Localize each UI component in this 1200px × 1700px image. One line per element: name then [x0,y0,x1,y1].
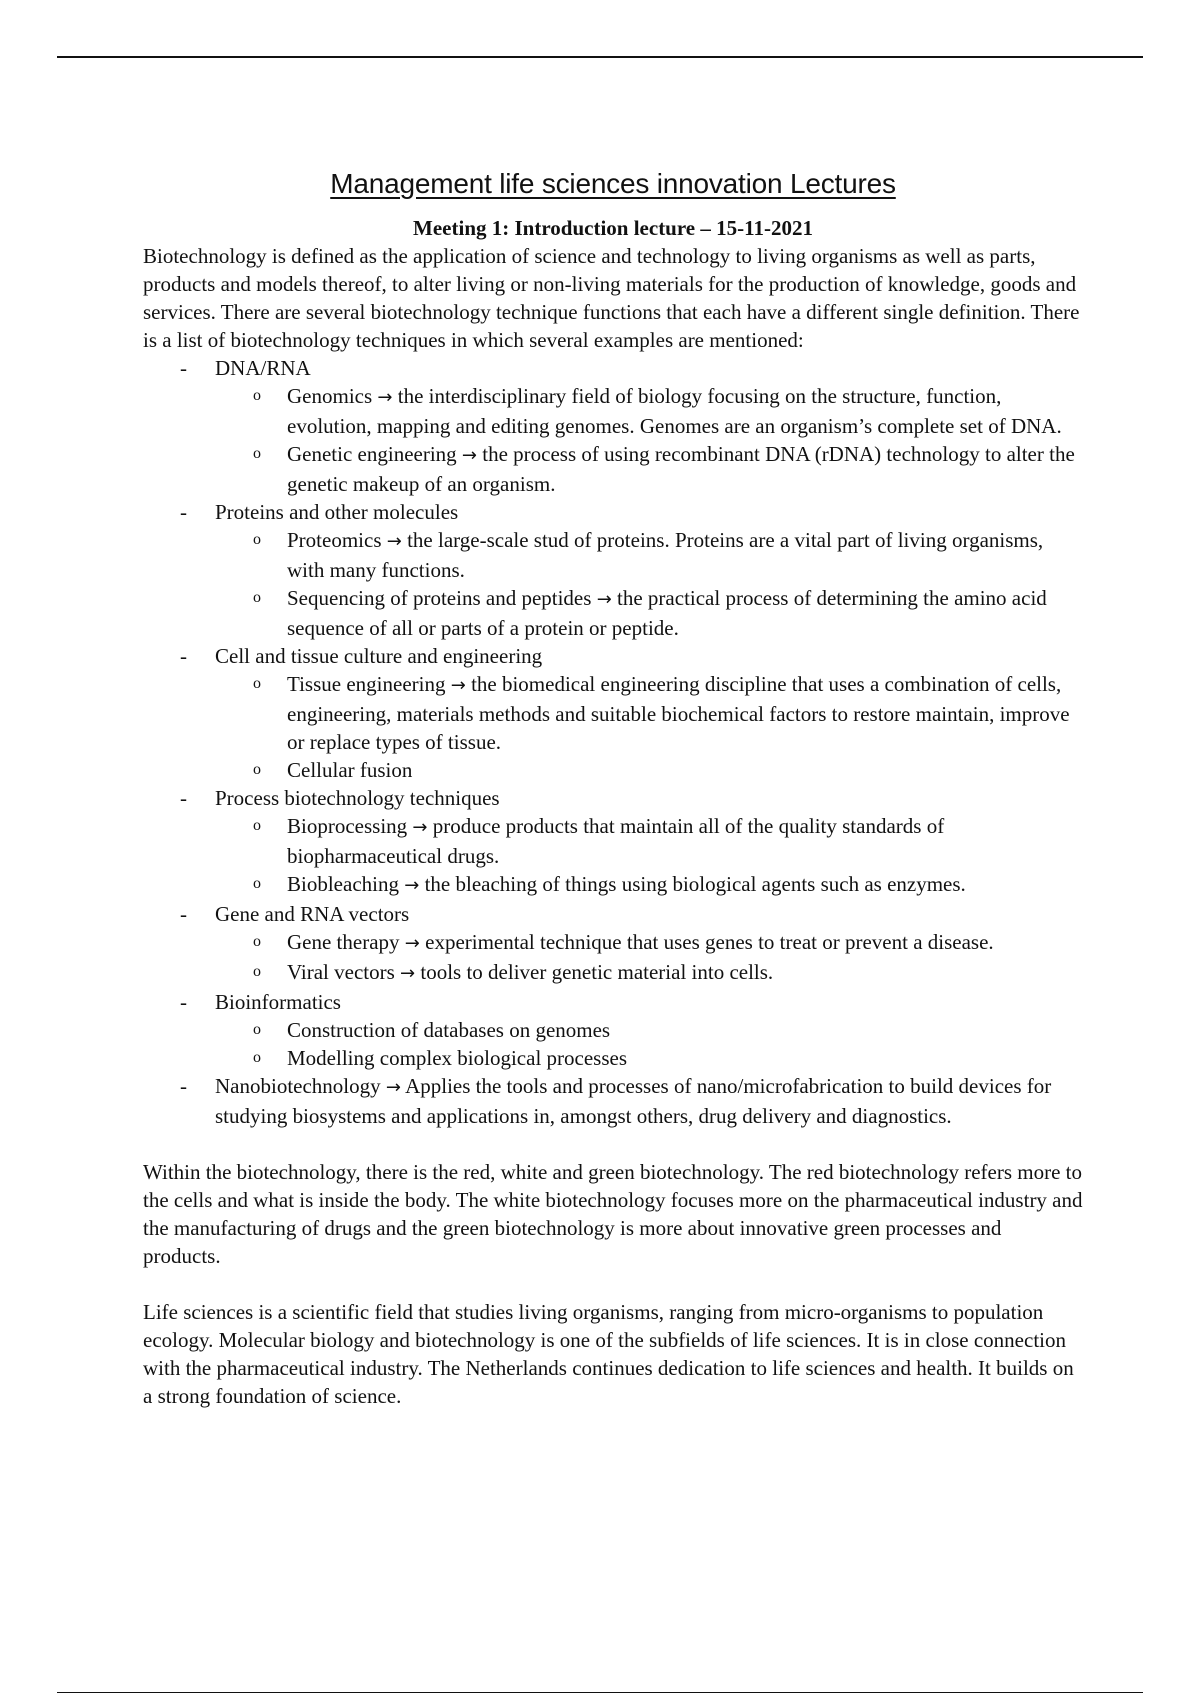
list-label: Cell and tissue culture and engineering [215,644,543,668]
term: Proteomics [287,528,382,552]
circle-marker: o [253,933,261,950]
sub-list-item [215,1044,1083,1072]
sub-list-item [215,756,1083,784]
intro-paragraph: Biotechnology is defined as the application of science and technology to living organisms as well as parts, products and models thereof, to alter living or non-living materials for the production of knowledge, goods and services. There are several biotechnology technique functions that each have a different single definition. There is a list of biotechnology techniques in which several examples are mentioned: [143,244,1080,352]
arrow-icon: → [404,933,420,954]
term: Gene therapy [287,930,400,954]
sub-list-item [215,928,1083,958]
dash-marker: - [180,500,187,524]
term: Construction of databases on genomes [287,1018,611,1042]
bottom-rule [57,1692,1143,1693]
sub-list [215,1016,1083,1072]
circle-marker: o [253,445,261,462]
technique-list [143,354,1083,1130]
definition: tools to deliver genetic material into cells. [420,960,774,984]
circle-marker: o [253,1021,261,1038]
circle-marker: o [253,761,261,778]
sub-list-item [215,526,1083,584]
paragraph-life-sciences: Life sciences is a scientific field that studies living organisms, ranging from micro-organisms to population ecology. Molecular biology and biotechnology is one of the subfields of life sciences. It is in close connection with the pharmaceutical industry. The Netherlands continues dedication to life sciences and health. It builds on a strong foundation of science. [143,1300,1074,1408]
list-label: DNA/RNA [215,356,311,380]
list-label: Bioinformatics [215,990,341,1014]
document-body [143,168,1083,1410]
dash-marker: - [180,990,187,1014]
arrow-icon: → [385,1077,401,1098]
list-item [143,642,1083,784]
list-label: Proteins and other molecules [215,500,459,524]
dash-marker: - [180,1074,187,1098]
list-item [143,354,1083,498]
definition: the biomedical engineering discipline that uses a combination of cells, engineering, materials methods and suitable biochemical factors to restore maintain, improve or replace types of tissue. [287,672,1070,754]
arrow-icon: → [377,387,393,408]
definition: experimental technique that uses genes to treat or prevent a disease. [425,930,994,954]
sub-list-item [215,440,1083,498]
paragraph-red-white-green: Within the biotechnology, there is the red, white and green biotechnology. The red biotechnology refers more to the cells and what is inside the body. The white biotechnology focuses more on the pharmaceutical industry and the manufacturing of drugs and the green biotechnology is more about innovative green processes and products. [143,1160,1083,1268]
circle-marker: o [253,675,261,692]
dash-marker: - [180,902,187,926]
list-label: Nanobiotechnology [215,1074,381,1098]
list-label: Gene and RNA vectors [215,902,410,926]
term: Sequencing of proteins and peptides [287,586,592,610]
term: Tissue engineering [287,672,446,696]
definition: the practical process of determining the amino acid sequence of all or parts of a protein or peptide. [287,586,1047,640]
meeting-heading: Meeting 1: Introduction lecture – 15-11-2021 [413,216,813,240]
sub-list [215,382,1083,498]
sub-list [215,526,1083,642]
circle-marker: o [253,875,261,892]
circle-marker: o [253,817,261,834]
term: Biobleaching [287,872,399,896]
definition: the process of using recombinant DNA (rDNA) technology to alter the genetic makeup of an organism. [287,442,1075,496]
arrow-icon: → [386,531,402,552]
list-item [143,498,1083,642]
term: Genetic engineering [287,442,457,466]
definition: produce products that maintain all of the quality standards of biopharmaceutical drugs. [287,814,945,868]
dash-marker: - [180,786,187,810]
sub-list-item [215,870,1083,900]
dash-marker: - [180,356,187,380]
term: Cellular fusion [287,758,413,782]
arrow-icon: → [450,675,466,696]
top-rule [57,56,1143,58]
document-title: Management life sciences innovation Lectures [330,168,896,199]
sub-list-item [215,670,1083,756]
term: Bioprocessing [287,814,408,838]
term: Viral vectors [287,960,395,984]
arrow-icon: → [596,589,612,610]
list-item [143,1072,1083,1130]
arrow-icon: → [404,875,420,896]
sub-list [215,928,1083,988]
term: Modelling complex biological processes [287,1046,628,1070]
list-item [143,784,1083,900]
sub-list-item [215,1016,1083,1044]
sub-list-item [215,382,1083,440]
definition: the bleaching of things using biological agents such as enzymes. [424,872,966,896]
circle-marker: o [253,963,261,980]
term: Genomics [287,384,373,408]
arrow-icon: → [412,817,428,838]
list-item [143,900,1083,988]
definition: Applies the tools and processes of nano/microfabrication to build devices for studying biosystems and applications in, amongst others, drug delivery and diagnostics. [215,1074,1052,1128]
circle-marker: o [253,589,261,606]
sub-list-item [215,812,1083,870]
list-item [143,988,1083,1072]
definition: the large-scale stud of proteins. Proteins are a vital part of living organisms, with many functions. [287,528,1044,582]
list-label: Process biotechnology techniques [215,786,500,810]
sub-list [215,812,1083,900]
dash-marker: - [180,644,187,668]
circle-marker: o [253,531,261,548]
sub-list [215,670,1083,784]
sub-list-item [215,958,1083,988]
arrow-icon: → [400,963,416,984]
definition: the interdisciplinary field of biology focusing on the structure, function, evolution, mapping and editing genomes. Genomes are an organism’s complete set of DNA. [287,384,1062,438]
circle-marker: o [253,387,261,404]
sub-list-item [215,584,1083,642]
circle-marker: o [253,1049,261,1066]
arrow-icon: → [461,445,478,466]
